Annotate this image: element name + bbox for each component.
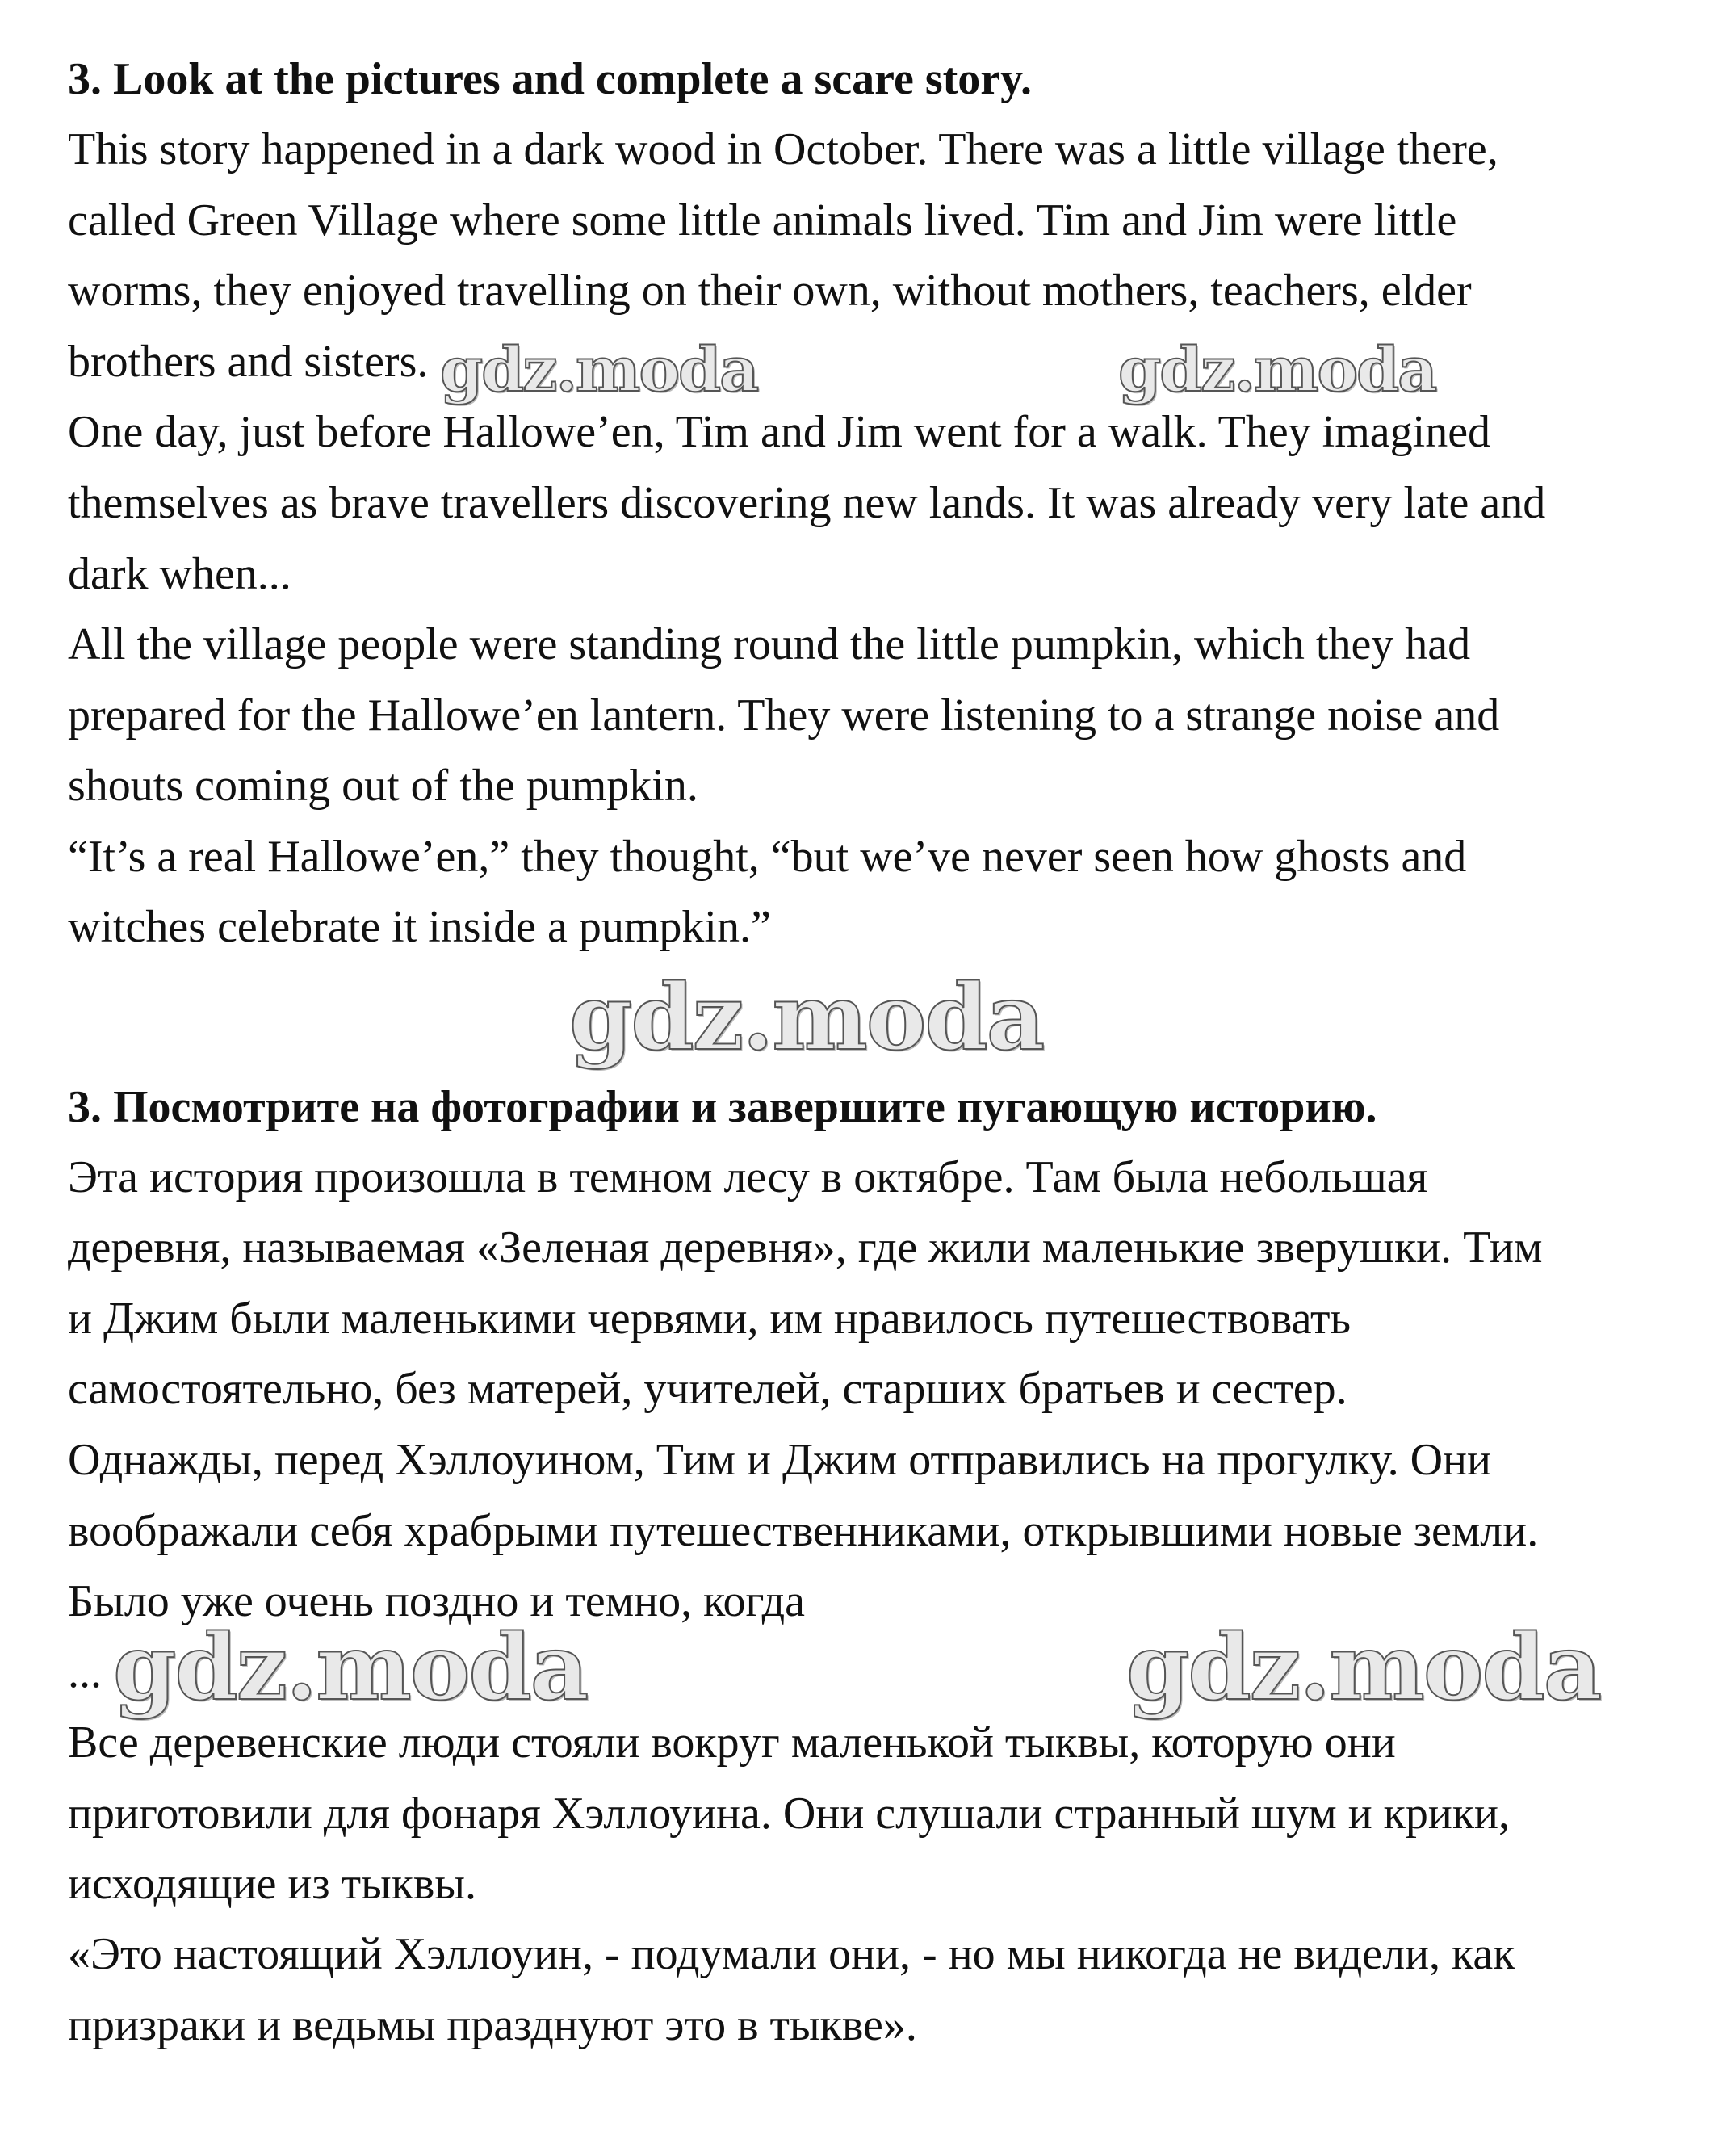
english-line: witches celebrate it inside a pumpkin.”: [68, 902, 771, 952]
watermark-logo: gdz.moda: [569, 965, 1044, 1071]
english-line: themselves as brave travellers discovering new lands. It was already very late and: [68, 478, 1546, 528]
russian-line: исходящие из тыквы.: [68, 1859, 476, 1909]
russian-line: воображали себя храбрыми путешественниками, открывшими новые земли.: [68, 1506, 1539, 1556]
russian-line: самостоятельно, без матерей, учителей, старших братьев и сестер.: [68, 1364, 1347, 1414]
russian-heading: 3. Посмотрите на фотографии и завершите пугающую историю.: [68, 1082, 1377, 1132]
russian-line: Было уже очень поздно и темно, когда: [68, 1576, 806, 1626]
english-line: This story happened in a dark wood in October. There was a little village there,: [68, 124, 1498, 174]
english-line: brothers and sisters.: [68, 337, 429, 387]
english-line: All the village people were standing round the little pumpkin, which they had: [68, 619, 1471, 669]
watermark-logo: gdz.moda: [113, 1615, 588, 1721]
russian-line: Однажды, перед Хэллоуином, Тим и Джим отправились на прогулку. Они: [68, 1435, 1491, 1485]
english-line: called Green Village where some little animals lived. Tim and Jim were little: [68, 195, 1457, 245]
english-line: worms, they enjoyed travelling on their own, without mothers, teachers, elder: [68, 266, 1472, 316]
watermark-logo: gdz.moda: [1118, 333, 1436, 405]
english-line: One day, just before Hallowe’en, Tim and Jim went for a walk. They imagined: [68, 407, 1491, 457]
english-line: prepared for the Hallowe’en lantern. They were listening to a strange noise and: [68, 690, 1500, 740]
english-heading: 3. Look at the pictures and complete a scare story.: [68, 54, 1033, 104]
russian-line: Все деревенские люди стояли вокруг маленькой тыквы, которую они: [68, 1718, 1396, 1768]
russian-line: деревня, называемая «Зеленая деревня», где жили маленькие зверушки. Тим: [68, 1223, 1543, 1273]
russian-line: приготовили для фонаря Хэллоуина. Они слушали странный шум и крики,: [68, 1789, 1511, 1839]
russian-line: и Джим были маленькими червями, им нравилось путешествовать: [68, 1294, 1352, 1344]
russian-line: призраки и ведьмы празднуют это в тыкве».: [68, 2000, 917, 2050]
watermark-logo: gdz.moda: [1126, 1615, 1601, 1721]
english-line: “It’s a real Hallowe’en,” they thought, “but we’ve never seen how ghosts and: [68, 832, 1467, 882]
russian-line: «Это настоящий Хэллоуин, - подумали они, - но мы никогда не видели, как: [68, 1929, 1515, 1979]
english-line: dark when...: [68, 549, 291, 599]
russian-line: Эта история произошла в темном лесу в октябре. Там была небольшая: [68, 1152, 1428, 1202]
russian-line: ...: [68, 1647, 102, 1697]
watermark-logo: gdz.moda: [440, 333, 758, 405]
english-line: shouts coming out of the pumpkin.: [68, 761, 698, 811]
